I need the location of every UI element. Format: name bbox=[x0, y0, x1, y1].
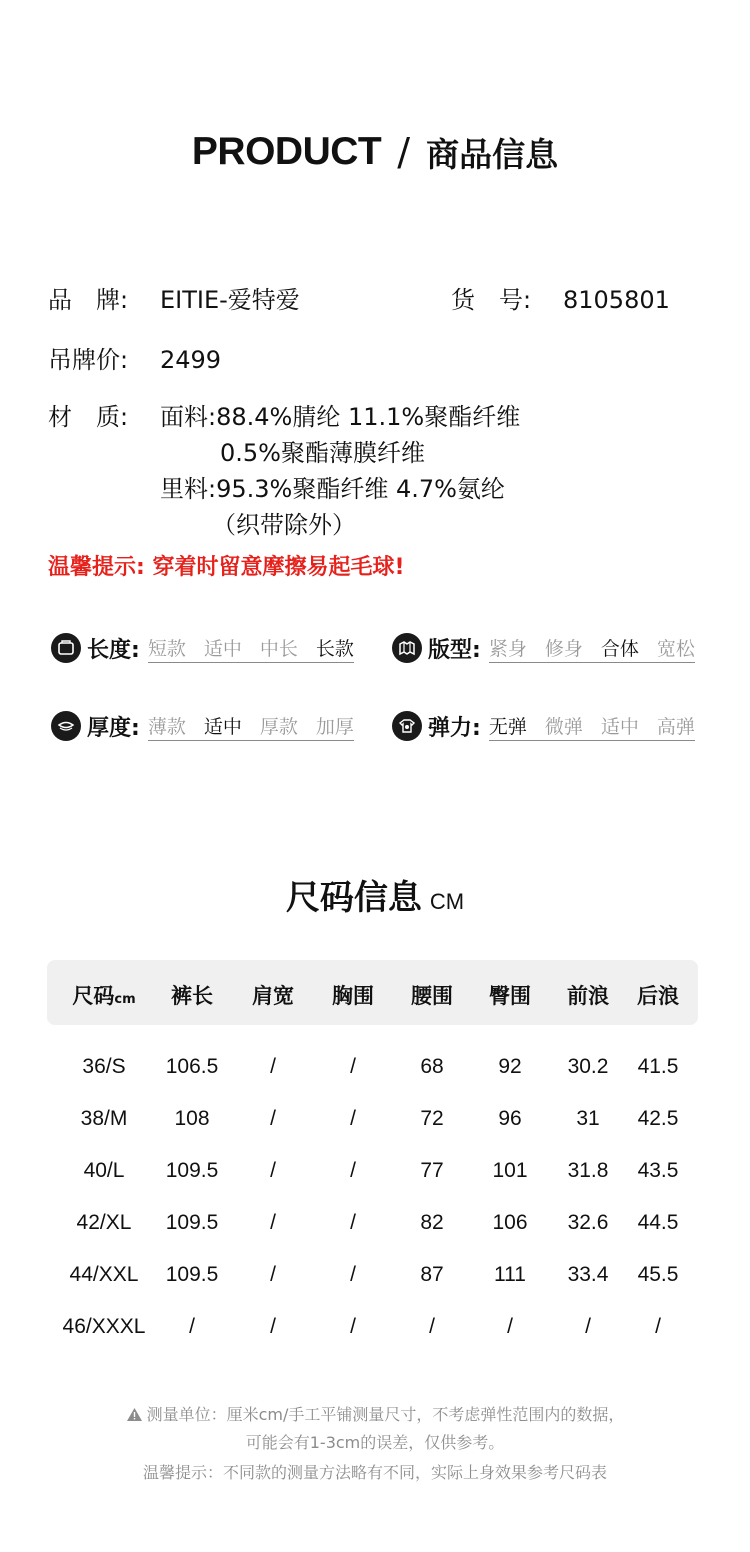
table-header-label: 臀围 bbox=[489, 984, 531, 1008]
table-header-cell bbox=[332, 980, 374, 1010]
table-header-label: 裤长 bbox=[171, 984, 213, 1008]
table-header-label: 腰围 bbox=[411, 984, 453, 1008]
material-line-1: 面料:88.4%腈纶 11.1%聚酯纤维 bbox=[160, 403, 521, 431]
table-cell: 111 bbox=[494, 1263, 526, 1286]
table-cell: 33.4 bbox=[567, 1263, 609, 1286]
price-row bbox=[48, 343, 221, 377]
table-cell: 77 bbox=[420, 1159, 444, 1182]
table-cell: 68 bbox=[420, 1055, 444, 1078]
header-title-zh: 商品信息 bbox=[426, 134, 559, 174]
sku-label: 货 号: bbox=[451, 286, 532, 314]
table-header-label: 胸围 bbox=[332, 984, 374, 1008]
table-cell: / bbox=[507, 1315, 513, 1338]
option-thickness-2: 厚款 bbox=[259, 715, 298, 738]
attr-length-name: 长度: bbox=[87, 637, 140, 663]
table-cell: / bbox=[350, 1055, 356, 1078]
table-cell: 109.5 bbox=[165, 1263, 219, 1286]
attr-elasticity-options bbox=[489, 712, 695, 741]
table-row-size: 38/M bbox=[80, 1107, 128, 1130]
note-line-3: 温馨提示：不同款的测量方法略有不同，实际上身效果参考尺码表 bbox=[142, 1463, 607, 1482]
note-line-2: 可能会有1-3cm的误差，仅供参考。 bbox=[245, 1433, 505, 1452]
table-header-label: 后浪 bbox=[637, 984, 679, 1008]
table-cell: 96 bbox=[498, 1107, 522, 1130]
size-unit: CM bbox=[429, 889, 465, 914]
table-cell: / bbox=[270, 1211, 276, 1234]
table-cell: 42.5 bbox=[637, 1107, 679, 1130]
table-cell: 45.5 bbox=[637, 1263, 679, 1286]
table-row-size: 42/XL bbox=[76, 1211, 132, 1234]
attr-fit bbox=[392, 628, 695, 668]
attr-thickness-options bbox=[148, 712, 354, 741]
brand-value: EITIE-爱特爱 bbox=[160, 286, 300, 314]
table-header-cell bbox=[72, 980, 135, 1010]
table-header-label: 前浪 bbox=[567, 984, 609, 1008]
attr-elasticity bbox=[392, 706, 695, 746]
table-header-cell bbox=[252, 980, 294, 1010]
table-header-unit: cm bbox=[114, 992, 136, 1007]
option-elasticity-2: 适中 bbox=[600, 715, 639, 738]
table-cell: 108 bbox=[174, 1107, 210, 1130]
table-cell: 41.5 bbox=[637, 1055, 679, 1078]
care-tip: 温馨提示: 穿着时留意摩擦易起毛球! bbox=[48, 555, 405, 580]
sku-value: 8105801 bbox=[563, 286, 670, 314]
table-cell: 32.6 bbox=[567, 1211, 609, 1234]
material-label: 材 质: bbox=[48, 403, 129, 431]
brand-label: 品 牌: bbox=[48, 286, 129, 314]
thickness-icon bbox=[51, 711, 81, 741]
page-header bbox=[0, 124, 750, 180]
option-elasticity-1: 微弹 bbox=[544, 715, 583, 738]
length-icon bbox=[51, 633, 81, 663]
table-cell: / bbox=[429, 1315, 435, 1338]
note-text-1: 测量单位：厘米cm/手工平铺测量尺寸，不考虑弹性范围内的数据， bbox=[146, 1405, 625, 1424]
table-header-cell bbox=[637, 980, 679, 1010]
attr-fit-options bbox=[489, 634, 695, 663]
table-cell: 31 bbox=[576, 1107, 600, 1130]
option-fit-1: 修身 bbox=[544, 637, 583, 660]
attr-thickness bbox=[51, 706, 354, 746]
table-cell: 106 bbox=[492, 1211, 528, 1234]
table-header-cell bbox=[171, 980, 213, 1010]
option-thickness-3: 加厚 bbox=[315, 715, 354, 738]
attr-length-options bbox=[148, 634, 354, 663]
price-label: 吊牌价: bbox=[48, 346, 129, 374]
option-thickness-0: 薄款 bbox=[147, 715, 186, 738]
table-row-size: 44/XXL bbox=[69, 1263, 139, 1286]
table-cell: / bbox=[350, 1263, 356, 1286]
table-row-size: 40/L bbox=[83, 1159, 125, 1182]
elasticity-icon bbox=[392, 711, 422, 741]
table-cell: / bbox=[189, 1315, 195, 1338]
table-header-cell bbox=[567, 980, 609, 1010]
header-title-en: PRODUCT bbox=[191, 130, 382, 173]
option-fit-3: 宽松 bbox=[656, 637, 695, 660]
table-header-cell bbox=[411, 980, 453, 1010]
table-cell: / bbox=[270, 1263, 276, 1286]
material-line-4: （织带除外） bbox=[212, 511, 356, 539]
option-length-0: 短款 bbox=[147, 637, 186, 660]
table-cell: / bbox=[350, 1211, 356, 1234]
table-cell: 72 bbox=[420, 1107, 444, 1130]
table-cell: / bbox=[350, 1315, 356, 1338]
option-fit-2: 合体 bbox=[600, 637, 639, 660]
table-cell: / bbox=[270, 1055, 276, 1078]
brand-row bbox=[48, 283, 300, 317]
table-row-size: 36/S bbox=[82, 1055, 126, 1078]
option-elasticity-0: 无弹 bbox=[488, 715, 527, 738]
table-cell: / bbox=[350, 1107, 356, 1130]
table-cell: / bbox=[655, 1315, 661, 1338]
table-cell: 101 bbox=[492, 1159, 528, 1182]
attr-thickness-name: 厚度: bbox=[87, 715, 140, 741]
table-cell: 30.2 bbox=[567, 1055, 609, 1078]
warning-icon bbox=[126, 1407, 143, 1422]
table-cell: / bbox=[585, 1315, 591, 1338]
option-thickness-1: 适中 bbox=[203, 715, 242, 738]
option-length-3: 长款 bbox=[315, 637, 354, 660]
table-cell: 31.8 bbox=[567, 1159, 609, 1182]
table-header-cell bbox=[489, 980, 531, 1010]
table-cell: 109.5 bbox=[165, 1211, 219, 1234]
size-title: 尺码信息 bbox=[285, 878, 422, 918]
header-separator: / bbox=[397, 130, 411, 174]
note-line-1 bbox=[0, 1401, 750, 1429]
table-cell: 43.5 bbox=[637, 1159, 679, 1182]
table-header-label: 肩宽 bbox=[252, 984, 294, 1008]
attr-length bbox=[51, 628, 354, 668]
table-cell: 87 bbox=[420, 1263, 444, 1286]
table-cell: 109.5 bbox=[165, 1159, 219, 1182]
material-line-2: 0.5%聚酯薄膜纤维 bbox=[220, 439, 425, 467]
price-value: 2499 bbox=[160, 346, 222, 374]
table-cell: / bbox=[270, 1159, 276, 1182]
size-section-title bbox=[0, 870, 750, 919]
table-cell: / bbox=[270, 1315, 276, 1338]
option-elasticity-3: 高弹 bbox=[656, 715, 695, 738]
table-cell: 106.5 bbox=[165, 1055, 219, 1078]
option-fit-0: 紧身 bbox=[488, 637, 527, 660]
table-cell: 82 bbox=[420, 1211, 444, 1234]
table-cell: / bbox=[350, 1159, 356, 1182]
table-cell: / bbox=[270, 1107, 276, 1130]
option-length-2: 中长 bbox=[259, 637, 298, 660]
sku-row bbox=[451, 283, 670, 317]
table-header-label: 尺码 bbox=[72, 984, 115, 1008]
attr-fit-name: 版型: bbox=[428, 637, 481, 663]
option-length-1: 适中 bbox=[203, 637, 242, 660]
table-row-size: 46/XXXL bbox=[62, 1315, 146, 1338]
fit-icon bbox=[392, 633, 422, 663]
table-cell: 92 bbox=[498, 1055, 522, 1078]
material-line-3: 里料:95.3%聚酯纤维 4.7%氨纶 bbox=[160, 475, 505, 503]
attr-elasticity-name: 弹力: bbox=[428, 715, 481, 741]
table-cell: 44.5 bbox=[637, 1211, 679, 1234]
